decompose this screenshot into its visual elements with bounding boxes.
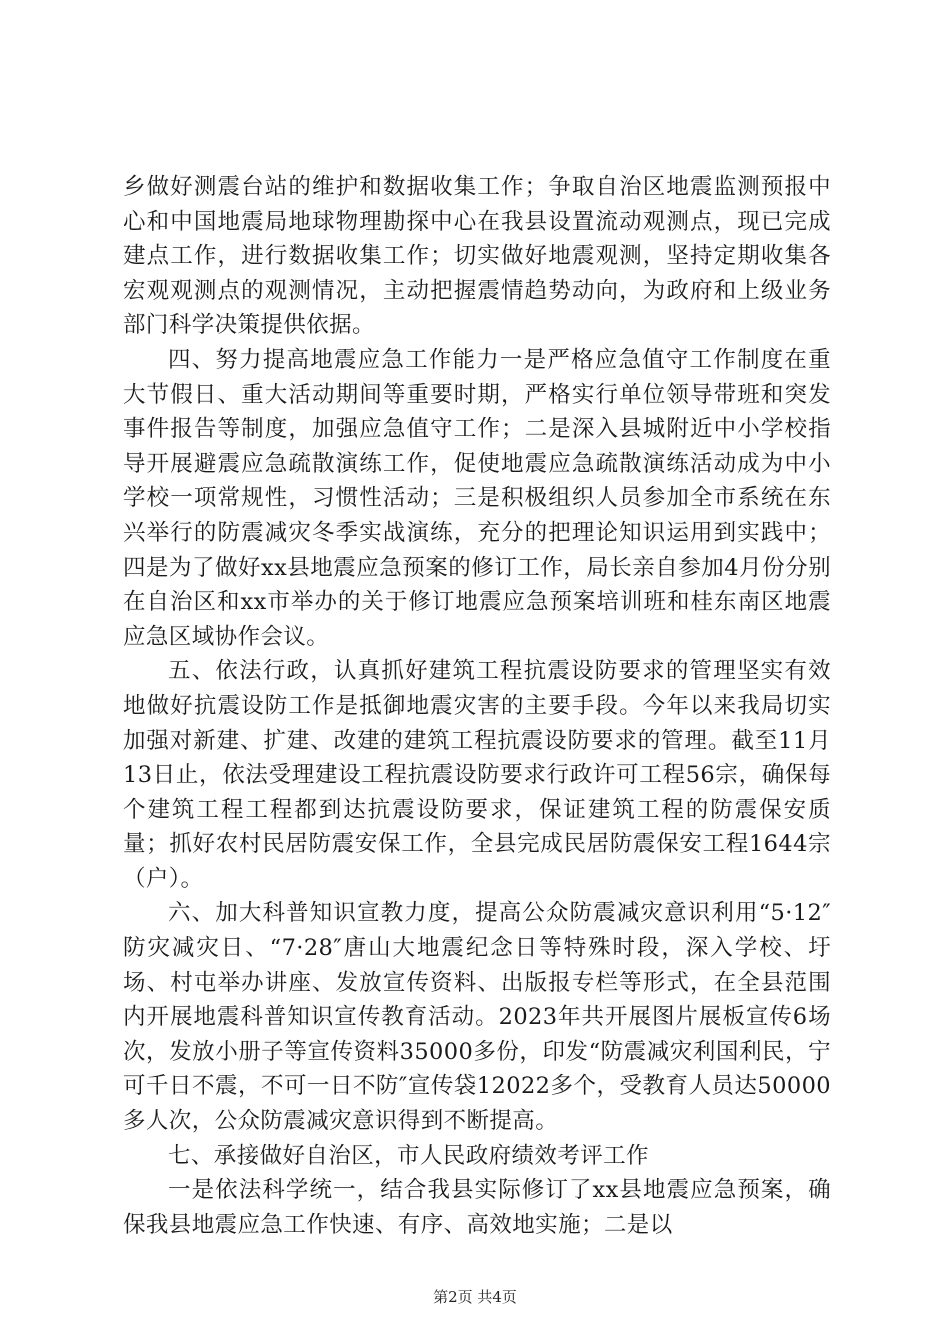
document-body (123, 170, 831, 1242)
paragraph-section-seven-heading: 七、承接做好自治区，市人民政府绩效考评工作 (168, 1142, 649, 1169)
paragraph-continued: 乡做好测震台站的维护和数据收集工作；争取自治区地震监测预报中心和中国地震局地球物理勘探中心在我县设置流动观测点，现已完成建点工作，进行数据收集工作；切实做好地震观测，坚持定期收集各宏观观测点的观测情况，主动把握震情趋势动向，为政府和上级业务部门科学决策提供依据。 (123, 174, 831, 339)
paragraph-section-five: 五、依法行政，认真抓好建筑工程抗震设防要求的管理坚实有效地做好抗震设防工作是抵御地震灾害的主要手段。今年以来我局切实加强对新建、扩建、改建的建筑工程抗震设防要求的管理。截至11月13日止，依法受理建设工程抗震设防要求行政许可工程56宗，确保每个建筑工程工程都到达抗震设防要求，保证建筑工程的防震保安质量；抓好农村民居防震安保工作，全县完成民居防震保安工程1644宗（户）。 (123, 658, 831, 892)
page-footer: 第2页 共4页 (433, 1288, 517, 1306)
paragraph-section-four: 四、努力提高地震应急工作能力一是严格应急值守工作制度在重大节假日、重大活动期间等重要时期，严格实行单位领导带班和突发事件报告等制度，加强应急值守工作；二是深入县城附近中小学校指导开展避震应急疏散演练工作，促使地震应急疏散演练活动成为中小学校一项常规性，习惯性活动；三是积极组织人员参加全市系统在东兴举行的防震减灾冬季实战演练，充分的把理论知识运用到实践中；四是为了做好xx县地震应急预案的修订工作，局长亲自参加4月份分别在自治区和xx市举办的关于修订地震应急预案培训班和桂东南区地震应急区域协作会议。 (123, 346, 831, 650)
paragraph-section-seven-body: 一是依法科学统一，结合我县实际修订了xx县地震应急预案，确保我县地震应急工作快速、有序、高效地实施；二是以 (123, 1177, 831, 1238)
paragraph-section-six: 六、加大科普知识宣教力度，提高公众防震减灾意识利用“5·12″防灾减灾日、“7·28″唐山大地震纪念日等特殊时段，深入学校、圩场、村屯举办讲座、发放宣传资料、出版报专栏等形式，在全县范围内开展地震科普知识宣传教育活动。2023年共开展图片展板宣传6场次，发放小册子等宣传资料35000多份，印发“防震减灾利国利民，宁可千日不震，不可一日不防″宣传袋12022多个，受教育人员达50000多人次，公众防震减灾意识得到不断提高。 (123, 900, 831, 1135)
